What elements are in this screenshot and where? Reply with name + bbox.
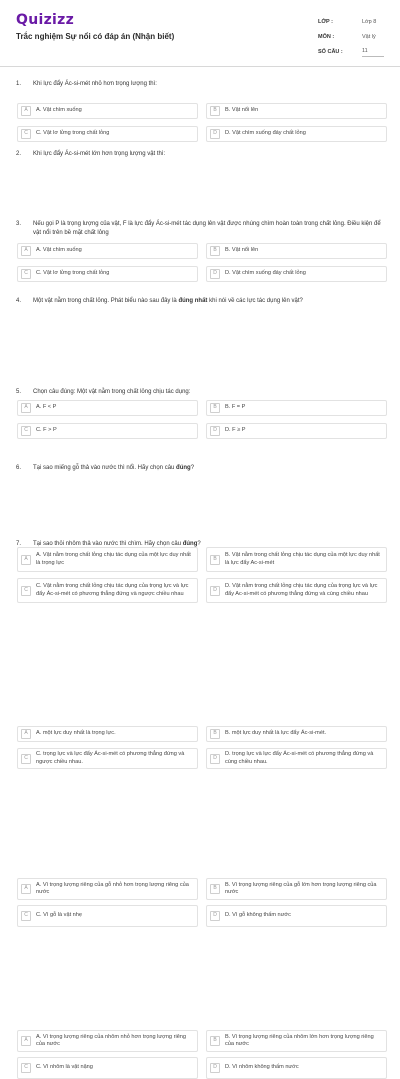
answer-letter-box: C	[21, 269, 31, 279]
question-text	[16, 388, 386, 397]
answer-option-b[interactable]	[206, 1030, 387, 1052]
question-text	[16, 150, 386, 159]
meta-row-count	[318, 44, 384, 59]
answer-letter-box: C	[21, 426, 31, 436]
answer-option-a[interactable]	[17, 1030, 198, 1052]
question-body: Nếu gọi P là trọng lượng của vật, F là lực đẩy Ác-si-mét tác dụng lên vật được nhúng chìm hoàn toàn trong chất lỏng. Điều kiện để vật nổi trên bề mặt chất lỏng	[33, 221, 381, 236]
answer-text: C. Vật nằm trong chất lỏng chịu tác dụng của trọng lực và lực đẩy Ác-si-mét có phương thẳng đứng và ngược chiều nhau	[36, 583, 189, 597]
answer-option-b[interactable]	[206, 547, 387, 572]
answer-option-c[interactable]	[17, 423, 198, 439]
answer-option-d[interactable]	[206, 126, 387, 142]
answer-grid	[17, 1030, 387, 1079]
question-text	[16, 80, 386, 89]
answer-option-c[interactable]	[17, 748, 198, 769]
answer-option-d[interactable]	[206, 1057, 387, 1079]
question-number: 6.	[16, 465, 22, 471]
answer-letter-box: B	[210, 729, 220, 739]
question-body-part: Một vật nằm trong chất lỏng. Phát biểu nào sau đây là	[33, 298, 179, 304]
answer-grid	[17, 103, 387, 142]
question-text	[16, 540, 386, 549]
answer-text: B. Vật nằm trong chất lỏng chịu tác dụng của một lực duy nhất là lực đẩy Ac-si-mét	[225, 552, 380, 566]
meta-row-class	[318, 14, 384, 29]
answer-text: D. Vật chìm xuống đáy chất lỏng	[225, 130, 306, 137]
answer-option-c[interactable]	[17, 1057, 198, 1079]
answer-text: B. Vật nổi lên	[225, 107, 259, 114]
answer-option-c[interactable]	[17, 266, 198, 282]
answer-option-a[interactable]	[17, 400, 198, 416]
answer-letter-box: D	[210, 1063, 220, 1073]
answer-letter-box: C	[21, 1063, 31, 1073]
answer-letter-box: C	[21, 129, 31, 139]
answer-text: D. trọng lực và lực đẩy Ác-si-mét có phương thẳng đứng và cùng chiều nhau.	[225, 751, 374, 765]
question-emphasis: đúng	[176, 465, 191, 471]
answer-text: D. Vật nằm trong chất lỏng chịu tác dụng của trọng lực và lực đẩy Ac-si-mét có phương thẳng đứng và cùng chiều nhau	[225, 583, 378, 597]
answer-letter-box: D	[210, 129, 220, 139]
answer-text: D. F ≥ P	[225, 427, 246, 434]
answer-option-d[interactable]	[206, 905, 387, 927]
answer-letter-box: A	[21, 555, 31, 565]
question-body: Khi lực đẩy Ác-si-mét nhỏ hơn trọng lượng thì:	[33, 81, 157, 87]
question-number: 3.	[16, 221, 22, 227]
answer-option-d[interactable]	[206, 423, 387, 439]
answer-grid	[17, 726, 387, 769]
answer-letter-box: B	[210, 555, 220, 565]
answer-text: B. Vật nổi lên	[225, 247, 259, 254]
question-text	[16, 464, 386, 473]
question-body	[33, 464, 386, 473]
answer-text: A. F < P	[36, 404, 57, 411]
answer-option-a[interactable]	[17, 243, 198, 259]
answer-text: C. Vật lơ lửng trong chất lỏng	[36, 130, 110, 137]
question-body	[33, 540, 386, 549]
answer-option-c[interactable]	[17, 126, 198, 142]
question-text	[16, 220, 386, 238]
answer-option-b[interactable]	[206, 726, 387, 742]
question-number: 7.	[16, 541, 22, 547]
page-title: Trắc nghiệm Sự nổi có đáp án (Nhận biết)	[16, 32, 175, 41]
question-body	[33, 297, 386, 306]
answer-option-a[interactable]	[17, 103, 198, 119]
answer-letter-box: A	[21, 1036, 31, 1046]
meta-value: 11	[362, 47, 384, 57]
answer-letter-box: B	[210, 106, 220, 116]
answer-letter-box: D	[210, 754, 220, 764]
answer-letter-box: C	[21, 911, 31, 921]
answer-option-a[interactable]	[17, 726, 198, 742]
answer-letter-box: B	[210, 246, 220, 256]
answer-text: A. Vật chìm xuống	[36, 247, 82, 254]
meta-label: SỐ CÂU :	[318, 48, 343, 55]
answer-option-c[interactable]	[17, 578, 198, 603]
answer-option-c[interactable]	[17, 905, 198, 927]
answer-text: D. Vật chìm xuống đáy chất lỏng	[225, 270, 306, 277]
answer-text: B. một lực duy nhất là lực đẩy Ác-si-mét.	[225, 730, 327, 737]
quizizz-logo: Quizizz	[16, 12, 75, 28]
answer-letter-box: D	[210, 586, 220, 596]
answer-text: A. Vật nằm trong chất lỏng chịu tác dụng của một lực duy nhất là trọng lực	[36, 552, 191, 566]
answer-text: B. Vì trọng lượng riêng của nhôm lớn hơn trọng lượng riêng của nước	[225, 1033, 374, 1047]
answer-letter-box: A	[21, 246, 31, 256]
question-text	[16, 297, 386, 306]
answer-text: D. Vì gỗ không thấm nước	[225, 912, 291, 919]
worksheet-header	[0, 0, 400, 67]
answer-letter-box: A	[21, 106, 31, 116]
answer-text: A. Vật chìm xuống	[36, 107, 82, 114]
answer-text: B. Vì trọng lượng riêng của gỗ lớn hơn trọng lượng riêng của nước	[225, 881, 377, 895]
answer-grid	[17, 547, 387, 603]
question-emphasis: đúng nhất	[178, 298, 208, 304]
answer-text: C. Vì gỗ là vật nhẹ	[36, 912, 83, 919]
answer-text: D. Vì nhôm không thấm nước	[225, 1064, 299, 1071]
answer-letter-box: C	[21, 754, 31, 764]
question-emphasis: đúng	[182, 541, 198, 547]
answer-option-d[interactable]	[206, 578, 387, 603]
question-1	[0, 80, 400, 137]
answer-text: C. trọng lực và lực đẩy Ác-si-mét có phương thẳng đứng và ngược chiều nhau.	[36, 751, 185, 765]
answer-letter-box: A	[21, 729, 31, 739]
answer-letter-box: D	[210, 426, 220, 436]
answer-text: B. F = P	[225, 404, 246, 411]
answer-option-b[interactable]	[206, 243, 387, 259]
answer-option-b[interactable]	[206, 103, 387, 119]
answer-option-d[interactable]	[206, 266, 387, 282]
question-number: 5.	[16, 389, 22, 395]
answer-text: A. một lực duy nhất là trọng lực.	[36, 730, 116, 737]
question-body-part: ?	[197, 541, 201, 547]
answer-grid	[17, 878, 387, 927]
question-body-part: Tại sao thỏi nhôm thả vào nước thì chìm. Hãy chọn câu	[33, 541, 183, 547]
answer-letter-box: B	[210, 1036, 220, 1046]
question-number: 4.	[16, 298, 22, 304]
answer-option-b[interactable]	[206, 878, 387, 900]
answer-option-d[interactable]	[206, 748, 387, 769]
answer-letter-box: C	[21, 586, 31, 596]
question-body: Chọn câu đúng: Một vật nằm trong chất lỏng chịu tác dụng:	[33, 389, 191, 395]
answer-grid	[17, 400, 387, 439]
question-body: Khi lực đẩy Ác-si-mét lớn hơn trọng lượng vật thì:	[33, 151, 166, 157]
meta-value: Vật lý	[362, 33, 376, 40]
answer-letter-box: B	[210, 884, 220, 894]
meta-label: LỚP :	[318, 18, 333, 25]
question-number: 1.	[16, 81, 22, 87]
answer-option-b[interactable]	[206, 400, 387, 416]
meta-row-subject	[318, 29, 384, 44]
answer-letter-box: A	[21, 403, 31, 413]
question-body-part: Tại sao miếng gỗ thả vào nước thì nổi. Hãy chọn câu	[33, 465, 177, 471]
meta-info	[318, 14, 384, 59]
answer-text: C. Vì nhôm là vật nặng	[36, 1064, 93, 1071]
answer-grid	[17, 243, 387, 282]
answer-letter-box: A	[21, 884, 31, 894]
answer-option-a[interactable]	[17, 878, 198, 900]
answer-text: A. Vì trọng lượng riêng của gỗ nhỏ hơn trọng lượng riêng của nước	[36, 881, 189, 895]
answer-letter-box: D	[210, 269, 220, 279]
answer-letter-box: B	[210, 403, 220, 413]
question-body-part: ?	[190, 465, 195, 471]
meta-value: Lớp 8	[362, 18, 377, 25]
question-number: 2.	[16, 151, 22, 157]
answer-text: A. Vì trọng lượng riêng của nhôm nhỏ hơn trọng lượng riêng của nước	[36, 1033, 187, 1047]
meta-label: MÔN :	[318, 33, 335, 40]
answer-text: C. Vật lơ lửng trong chất lỏng	[36, 270, 110, 277]
question-body-part: khi nói về các lực tác dụng lên vật?	[207, 298, 303, 304]
answer-option-a[interactable]	[17, 547, 198, 572]
answer-letter-box: D	[210, 911, 220, 921]
answer-text: C. F > P	[36, 427, 57, 434]
